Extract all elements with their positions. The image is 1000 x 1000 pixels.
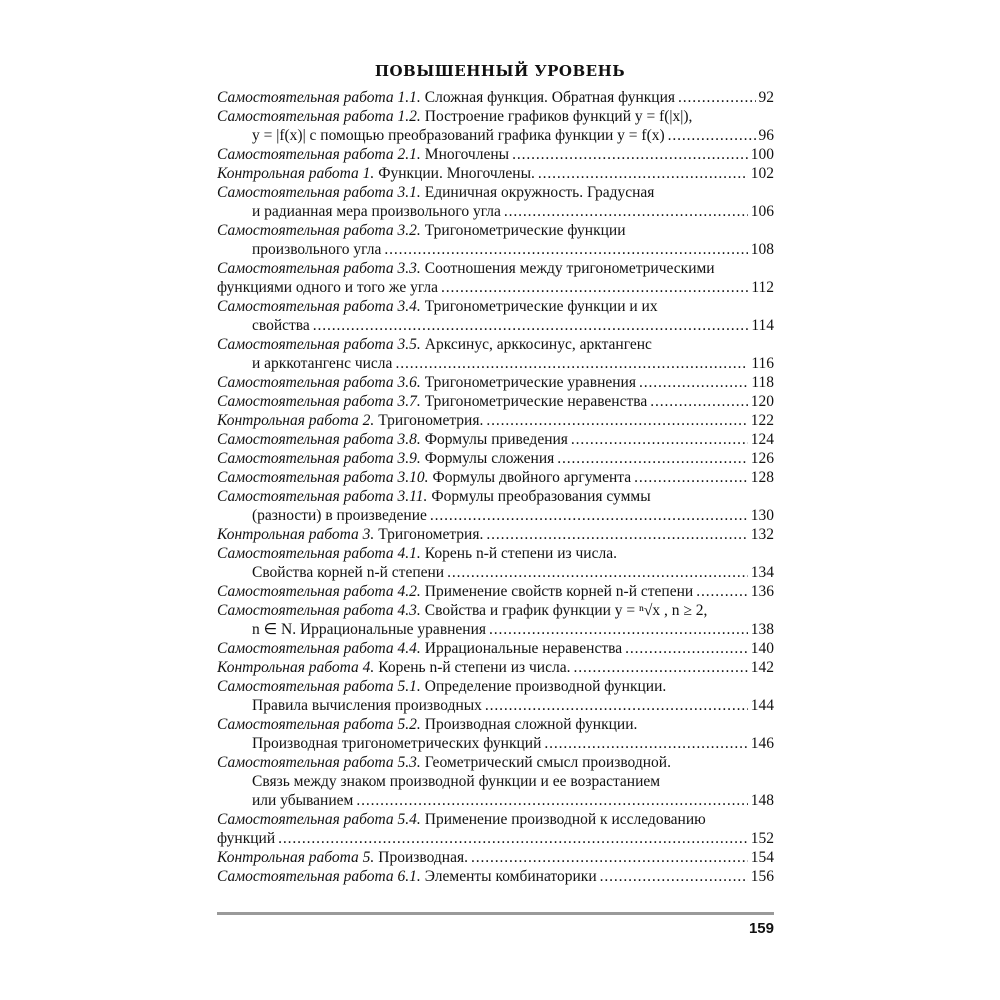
toc-line: [217, 107, 774, 126]
toc-line: [217, 335, 774, 354]
toc-entry-title: (разности) в произведение: [252, 507, 427, 524]
toc-line: [217, 449, 774, 468]
toc-line: [217, 829, 774, 848]
dot-leader: [485, 696, 748, 715]
dot-leader: [384, 240, 747, 259]
toc-entry-title: Свойства корней n-й степени: [252, 564, 445, 581]
toc-page-number: 122: [750, 412, 774, 429]
dot-leader: [504, 202, 748, 221]
toc-entry-title: Тригонометрические уравнения: [424, 374, 636, 391]
toc-page-number: 142: [750, 659, 774, 676]
toc-line: [217, 145, 774, 164]
toc-entry-label: Самостоятельная работа 2.1.: [217, 146, 421, 163]
dot-leader: [278, 829, 748, 848]
toc-entry-label: Самостоятельная работа 5.4.: [217, 811, 421, 828]
footer-rule: [217, 912, 774, 915]
toc-page-number: 144: [750, 697, 774, 714]
toc-line: [217, 221, 774, 240]
toc-entry-title: Формулы приведения: [424, 431, 568, 448]
toc-entry-title: Производная.: [378, 849, 468, 866]
toc-entry-title: y = |f(x)| с помощью преобразований графика функции y = f(x): [252, 127, 665, 144]
toc-entry-title: Тригонометрия.: [378, 412, 484, 429]
table-of-contents: [217, 88, 774, 886]
toc-page-number: 92: [758, 89, 774, 106]
toc-page-number: 140: [750, 640, 774, 657]
toc-entry-label: Самостоятельная работа 5.1.: [217, 678, 421, 695]
toc-entry-title: Многочлены: [424, 146, 510, 163]
toc-line: [217, 772, 774, 791]
toc-line: [217, 677, 774, 696]
toc-line: [217, 525, 774, 544]
dot-leader: [634, 468, 748, 487]
toc-page-number: 106: [750, 203, 774, 220]
toc-entry-label: Самостоятельная работа 6.1.: [217, 868, 421, 885]
toc-page-number: 134: [750, 564, 774, 581]
dot-leader: [356, 791, 747, 810]
dot-leader: [486, 525, 747, 544]
toc-entry-label: Самостоятельная работа 3.4.: [217, 298, 421, 315]
toc-line: [217, 202, 774, 221]
toc-line: [217, 810, 774, 829]
section-heading: ПОВЫШЕННЫЙ УРОВЕНЬ: [374, 62, 626, 80]
toc-page-number: 156: [750, 868, 774, 885]
toc-line: [217, 278, 774, 297]
toc-entry-title: Свойства и график функции y = ⁿ√x , n ≥ 2,: [424, 602, 708, 619]
toc-entry-title: Сложная функция. Обратная функция: [424, 89, 676, 106]
toc-line: [217, 354, 774, 373]
toc-entry-label: Самостоятельная работа 3.3.: [217, 260, 421, 277]
toc-page-number: 126: [750, 450, 774, 467]
toc-entry-label: Самостоятельная работа 3.10.: [217, 469, 429, 486]
toc-page-number: 128: [750, 469, 774, 486]
toc-page-number: 132: [750, 526, 774, 543]
dot-leader: [538, 164, 748, 183]
dot-leader: [668, 126, 756, 145]
toc-page-number: 114: [751, 317, 774, 334]
toc-entry-title: Корень n-й степени из числа.: [424, 545, 617, 562]
toc-entry-label: Самостоятельная работа 3.8.: [217, 431, 421, 448]
toc-line: [217, 601, 774, 620]
toc-line: [217, 240, 774, 259]
toc-entry-label: Самостоятельная работа 3.1.: [217, 184, 421, 201]
toc-page-number: 138: [750, 621, 774, 638]
toc-entry-label: Самостоятельная работа 4.3.: [217, 602, 421, 619]
toc-entry-label: Самостоятельная работа 3.6.: [217, 374, 421, 391]
toc-line: [217, 867, 774, 886]
toc-entry-title: или убыванием: [252, 792, 354, 809]
toc-entry-title: Производная тригонометрических функций: [252, 735, 542, 752]
dot-leader: [512, 145, 748, 164]
toc-line: [217, 734, 774, 753]
toc-page-number: 136: [750, 583, 774, 600]
toc-line: [217, 183, 774, 202]
dot-leader: [600, 867, 748, 886]
toc-line: [217, 316, 774, 335]
toc-entry-title: Применение свойств корней n-й степени: [424, 583, 694, 600]
toc-line: [217, 126, 774, 145]
toc-line: [217, 715, 774, 734]
toc-entry-title: Элементы комбинаторики: [424, 868, 597, 885]
toc-line: [217, 848, 774, 867]
toc-entry-title: Тригонометрические функции: [424, 222, 626, 239]
dot-leader: [489, 620, 748, 639]
dot-leader: [573, 658, 747, 677]
toc-line: [217, 506, 774, 525]
dot-leader: [486, 411, 747, 430]
toc-entry-label: Контрольная работа 1.: [217, 165, 375, 182]
toc-entry-label: Самостоятельная работа 4.2.: [217, 583, 421, 600]
toc-page-number: 112: [751, 279, 774, 296]
dot-leader: [544, 734, 747, 753]
toc-entry-label: Самостоятельная работа 3.7.: [217, 393, 421, 410]
toc-entry-title: Функции. Многочлены.: [378, 165, 535, 182]
toc-entry-title: Применение производной к исследованию: [424, 811, 706, 828]
toc-entry-title: Формулы преобразования суммы: [431, 488, 651, 505]
toc-line: [217, 88, 774, 107]
dot-leader: [696, 582, 748, 601]
toc-entry-title: Тригонометрические функции и их: [424, 298, 658, 315]
toc-entry-title: Тригонометрические неравенства: [424, 393, 648, 410]
toc-entry-label: Самостоятельная работа 5.2.: [217, 716, 421, 733]
dot-leader: [639, 373, 748, 392]
toc-line: [217, 620, 774, 639]
toc-entry-title: и арккотангенс числа: [252, 355, 393, 372]
toc-entry-label: Самостоятельная работа 1.1.: [217, 89, 421, 106]
toc-entry-label: Контрольная работа 2.: [217, 412, 375, 429]
toc-entry-title: Арксинус, арккосинус, арктангенс: [424, 336, 652, 353]
toc-entry-title: Производная сложной функции.: [424, 716, 638, 733]
toc-line: [217, 658, 774, 677]
toc-line: [217, 753, 774, 772]
dot-leader: [625, 639, 748, 658]
toc-page-number: 118: [751, 374, 774, 391]
toc-entry-label: Самостоятельная работа 4.4.: [217, 640, 421, 657]
toc-line: [217, 544, 774, 563]
toc-entry-title: Тригонометрия.: [378, 526, 484, 543]
toc-page-number: 116: [751, 355, 774, 372]
toc-entry-title: Правила вычисления производных: [252, 697, 482, 714]
toc-line: [217, 373, 774, 392]
dot-leader: [571, 430, 748, 449]
toc-entry-title: Формулы двойного аргумента: [432, 469, 632, 486]
toc-line: [217, 392, 774, 411]
toc-page-number: 152: [750, 830, 774, 847]
toc-line: [217, 297, 774, 316]
toc-entry-label: Самостоятельная работа 3.2.: [217, 222, 421, 239]
toc-line: [217, 468, 774, 487]
toc-line: [217, 259, 774, 278]
toc-entry-title: произвольного угла: [252, 241, 382, 258]
toc-entry-label: Контрольная работа 3.: [217, 526, 375, 543]
dot-leader: [430, 506, 748, 525]
toc-line: [217, 639, 774, 658]
toc-entry-title: Формулы сложения: [424, 450, 555, 467]
toc-line: [217, 164, 774, 183]
toc-line: [217, 430, 774, 449]
toc-entry-title: Иррациональные неравенства: [424, 640, 623, 657]
toc-entry-label: Контрольная работа 5.: [217, 849, 375, 866]
dot-leader: [395, 354, 748, 373]
toc-page-number: 130: [750, 507, 774, 524]
toc-entry-title: Связь между знаком производной функции и ее возрастанием: [252, 773, 661, 790]
toc-entry-title: Корень n-й степени из числа.: [378, 659, 571, 676]
toc-page-number: 108: [750, 241, 774, 258]
toc-entry-title: свойства: [252, 317, 310, 334]
toc-line: [217, 791, 774, 810]
toc-line: [217, 582, 774, 601]
toc-line: [217, 563, 774, 582]
toc-line: [217, 487, 774, 506]
toc-entry-label: Контрольная работа 4.: [217, 659, 375, 676]
toc-entry-label: Самостоятельная работа 5.3.: [217, 754, 421, 771]
toc-entry-title: функциями одного и того же угла: [217, 279, 439, 296]
toc-page-number: 100: [750, 146, 774, 163]
dot-leader: [557, 449, 747, 468]
toc-page-number: 120: [750, 393, 774, 410]
toc-entry-title: Единичная окружность. Градусная: [424, 184, 655, 201]
toc-line: [217, 696, 774, 715]
toc-entry-title: Построение графиков функций y = f(|x|),: [424, 108, 693, 125]
dot-leader: [678, 88, 755, 107]
toc-entry-title: n ∈ N. Иррациональные уравнения: [252, 621, 487, 638]
toc-page-number: 154: [750, 849, 774, 866]
toc-entry-label: Самостоятельная работа 3.11.: [217, 488, 428, 505]
toc-page-number: 148: [750, 792, 774, 809]
toc-line: [217, 411, 774, 430]
toc-entry-title: Геометрический смысл производной.: [424, 754, 671, 771]
toc-page-number: 96: [758, 127, 774, 144]
toc-entry-label: Самостоятельная работа 3.5.: [217, 336, 421, 353]
dot-leader: [313, 316, 749, 335]
dot-leader: [471, 848, 748, 867]
toc-entry-title: и радианная мера произвольного угла: [252, 203, 501, 220]
toc-page-number: 102: [750, 165, 774, 182]
dot-leader: [650, 392, 748, 411]
toc-entry-label: Самостоятельная работа 4.1.: [217, 545, 421, 562]
toc-entry-title: функций: [217, 830, 276, 847]
toc-page-number: 124: [750, 431, 774, 448]
toc-entry-title: Соотношения между тригонометрическими: [424, 260, 715, 277]
dot-leader: [447, 563, 748, 582]
toc-entry-title: Определение производной функции.: [424, 678, 667, 695]
page-number: 159: [748, 920, 774, 937]
toc-entry-label: Самостоятельная работа 1.2.: [217, 108, 421, 125]
toc-entry-label: Самостоятельная работа 3.9.: [217, 450, 421, 467]
dot-leader: [441, 278, 748, 297]
toc-page-number: 146: [750, 735, 774, 752]
